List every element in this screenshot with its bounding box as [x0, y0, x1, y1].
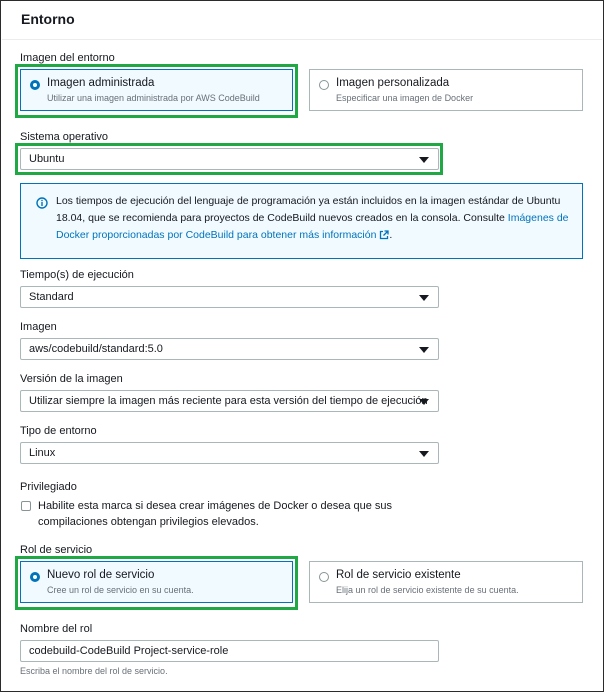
runtime-label: Tiempo(s) de ejecución: [20, 269, 134, 281]
option-description: Especificar una imagen de Docker: [336, 93, 474, 103]
info-suffix: .: [389, 229, 393, 241]
select-value: aws/codebuild/standard:5.0: [29, 343, 163, 355]
select-value: Ubuntu: [29, 153, 65, 165]
option-title: Rol de servicio existente: [336, 569, 461, 581]
role-name-label: Nombre del rol: [20, 623, 93, 635]
select-value: Utilizar siempre la imagen más reciente para esta versión del tiempo de ejecución: [29, 395, 428, 407]
option-title: Imagen administrada: [47, 77, 155, 89]
info-text: [56, 193, 576, 244]
radio-unselected-icon: [319, 572, 329, 582]
service-role-label: Rol de servicio: [20, 544, 93, 556]
role-name-input[interactable]: [20, 640, 439, 662]
option-title: Imagen personalizada: [336, 77, 450, 89]
custom-image-option[interactable]: [309, 69, 583, 111]
runtime-select[interactable]: [20, 286, 439, 308]
info-body: Los tiempos de ejecución del lenguaje de programación ya están incluidos en la imagen estándar de Ubuntu 18.04, que se recomienda para proyectos de CodeBuild nuevos creados en la consola. Consulte: [56, 195, 561, 224]
image-label: Imagen: [20, 321, 57, 333]
caret-down-icon: [419, 295, 429, 301]
caret-down-icon: [419, 347, 429, 353]
caret-down-icon: [419, 451, 429, 457]
input-value: codebuild-CodeBuild Project-service-role: [29, 645, 229, 657]
role-name-hint: Escriba el nombre del rol de servicio.: [20, 666, 168, 676]
environment-image-label: Imagen del entorno: [20, 52, 115, 64]
panel-title: Entorno: [21, 11, 75, 27]
info-icon: [36, 197, 48, 209]
highlight-box: [15, 64, 298, 118]
existing-service-role-option[interactable]: [309, 561, 583, 603]
image-version-select[interactable]: [20, 390, 439, 412]
image-select[interactable]: [20, 338, 439, 360]
privileged-label: Privilegiado: [20, 481, 77, 493]
option-description: Elija un rol de servicio existente de su cuenta.: [336, 585, 519, 595]
environment-type-label: Tipo de entorno: [20, 425, 97, 437]
radio-unselected-icon: [319, 80, 329, 90]
info-alert: [20, 183, 583, 259]
operating-system-label: Sistema operativo: [20, 131, 109, 143]
highlight-box: [15, 556, 298, 610]
select-value: Standard: [29, 291, 74, 303]
option-title: Nuevo rol de servicio: [47, 569, 155, 581]
option-description: Cree un rol de servicio en su cuenta.: [47, 585, 194, 595]
select-value: Linux: [29, 447, 56, 459]
privileged-checkbox-text: Habilite esta marca si desea crear imágenes de Docker o desea que sus compilaciones obtengan privilegios elevados.: [38, 500, 393, 528]
option-description: Utilizar una imagen administrada por AWS CodeBuild: [47, 93, 260, 103]
image-version-label: Versión de la imagen: [20, 373, 123, 385]
panel-header: [2, 2, 602, 40]
environment-type-select[interactable]: [20, 442, 439, 464]
caret-down-icon: [419, 399, 429, 405]
docker-images-link[interactable]: Imágenes de Docker proporcionadas por CodeBuild para obtener más información: [56, 212, 569, 241]
external-link-icon[interactable]: [379, 230, 389, 240]
privileged-checkbox[interactable]: [21, 501, 31, 511]
highlight-box: [15, 143, 443, 175]
